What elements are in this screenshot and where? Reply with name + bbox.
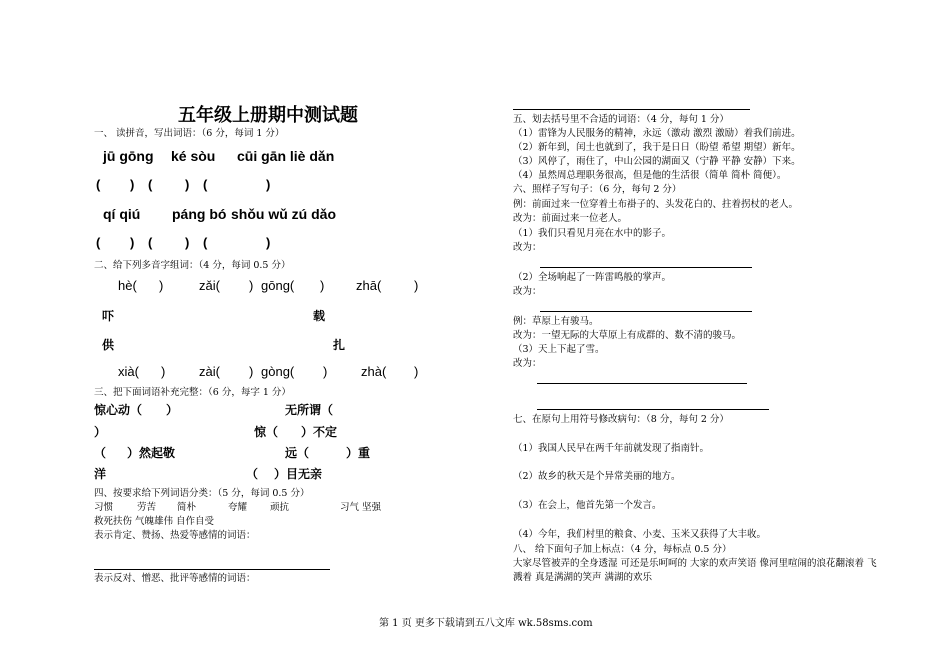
word-item: 劳苦 [137,502,157,513]
polyphone-char: 吓 [102,309,115,323]
answer-line [94,569,330,570]
section-7-heading: 七、在原句上用符号修改病句：（8 分，每句 2 分） [513,414,729,425]
section-6-heading: 六、照样子写句子：（6 分，每句 2 分） [513,184,682,195]
sentence-item: （3）风停了，雨住了，中山公园的湖面又（宁静 平静 安静）下来。 [513,156,801,167]
answer-paren-1-close: ) [130,177,135,192]
faulty-sentence: （1）我国人民早在两千年前就发现了指南针。 [513,443,710,454]
word-item: 习惯 [94,502,114,513]
word-item: 简朴 [177,502,197,513]
section-1-heading: 一、 读拼音，写出词语：（6 分，每词 1 分） [94,128,285,139]
sentence-item: （4）虽然周总理职务很高，但是他的生活很（简单 简朴 简便）。 [513,170,787,181]
page-title: 五年级上册期中测试题 [178,105,358,126]
word-item: 夸耀 [228,502,248,513]
pinyin-1: jū gōng [103,148,154,164]
idiom-fill: （ [94,446,107,460]
polyphone-pinyin: zài( [199,364,220,379]
polyphone-pinyin: xià( [118,364,139,379]
polyphone-paren: ) [249,278,254,293]
pinyin-2: ké sòu [171,148,216,164]
punctuation-text: 大家尽管被弄的全身透湿 可还是乐呵呵的 大家的欢声笑语 像河里喧闹的浪花翻滚着 飞 [513,558,877,569]
idiom-fill: ）然起敬 [127,446,176,460]
page-footer: 第 1 页 更多下载请到五八文库 wk.58sms.com [379,618,593,629]
word-item: 顽抗 [270,502,290,513]
question-sentence: （1）我们只看见月亮在水中的影子。 [513,228,672,239]
answer-paren-1-open: ( [96,177,101,192]
pinyin-4: qí qiú [103,206,141,222]
polyphone-char: 供 [102,338,115,352]
answer-paren-5-close: ) [185,235,190,250]
sentence-item: （2）新年到，闰土也就到了，我于是日日（盼望 希望 期望）新年。 [513,142,801,153]
idiom-fill: 惊心动（ [94,403,143,417]
polyphone-paren: ) [161,364,166,379]
pinyin-6: shǒu wǔ zú dǎo [231,206,336,222]
answer-line [513,109,750,110]
answer-line [537,409,769,410]
section-8-heading: 八、 给下面句子加上标点：（4 分，每标点 0.5 分） [513,544,732,555]
polyphone-pinyin: zhā( [356,278,382,293]
idiom-fill: ） [166,403,179,417]
answer-paren-4-open: ( [96,235,101,250]
idiom-fill: ） [94,425,107,439]
faulty-sentence: （2）故乡的秋天是个异常美丽的地方。 [513,471,681,482]
answer-paren-2-open: ( [148,177,153,192]
example-sentence: 例：前面过来一位穿着土布褂子的、头发花白的、拄着拐杖的老人。 [513,199,799,210]
polyphone-pinyin: gōng( [261,278,295,293]
idiom-fill: ）目无亲 [274,467,323,481]
question-sentence: （3）天上下起了雪。 [513,344,605,355]
idiom-fill: 洋 [94,467,107,481]
example-rewrite: 改为：前面过来一位老人。 [513,213,628,224]
section-2-heading: 二、给下列多音字组词：（4 分，每词 0.5 分） [94,260,291,271]
polyphone-paren: ) [323,364,328,379]
section-5-heading: 五、划去括号里不合适的词语：（4 分，每句 1 分） [513,114,729,125]
answer-paren-3-close: ) [266,177,271,192]
answer-line [537,383,747,384]
idiom-fill: 远（ [285,446,310,460]
answer-paren-6-close: ) [266,235,271,250]
answer-paren-2-close: ) [185,177,190,192]
sentence-item: （1）雷锋为人民服务的精神，永远（激动 激烈 激励）着我们前进。 [513,128,801,139]
example-sentence: 例：草原上有骏马。 [513,316,599,327]
polyphone-paren: ) [414,364,419,379]
idiom-fill: （ [246,467,259,481]
answer-line [540,267,752,268]
question-sentence: （2）全场响起了一阵雷鸣般的掌声。 [513,272,672,283]
rewrite-label: 改为： [513,242,542,253]
idiom-fill: ）重 [346,446,371,460]
answer-paren-3-open: ( [203,177,208,192]
punctuation-text: 溅着 真是满湖的笑声 满湖的欢乐 [513,572,653,583]
pinyin-5: páng bó [172,206,227,222]
polyphone-pinyin: gòng( [261,364,295,379]
answer-line [540,311,752,312]
faulty-sentence: （3）在会上，他首先第一个发言。 [513,500,662,511]
answer-paren-4-close: ) [130,235,135,250]
word-list: 救死扶伤 气魄雄伟 自作自受 [94,516,215,527]
polyphone-paren: ) [159,278,164,293]
polyphone-char: 载 [313,309,326,323]
idiom-fill: 无所谓（ [285,403,334,417]
category-prompt: 表示反对、憎恶、批评等感情的词语： [94,573,256,584]
polyphone-pinyin: zhà( [361,364,387,379]
polyphone-pinyin: hè( [118,278,137,293]
polyphone-char: 扎 [333,338,346,352]
category-prompt: 表示肯定、赞扬、热爱等感情的词语： [94,530,256,541]
rewrite-label: 改为： [513,358,542,369]
section-4-heading: 四、按要求给下列词语分类：（5 分，每词 0.5 分） [94,488,310,499]
polyphone-pinyin: zǎi( [199,278,220,293]
pinyin-3: cūi gān liè dǎn [237,148,335,164]
idiom-fill: 惊（ [254,425,279,439]
polyphone-paren: ) [320,278,325,293]
idiom-fill: ）不定 [301,425,338,439]
polyphone-paren: ) [414,278,419,293]
rewrite-label: 改为： [513,286,542,297]
polyphone-paren: ) [249,364,254,379]
section-3-heading: 三、把下面词语补充完整：（6 分，每字 1 分） [94,387,291,398]
answer-paren-5-open: ( [148,235,153,250]
faulty-sentence: （4）今年，我们村里的粮食、小麦、玉米又获得了大丰收。 [513,529,767,540]
example-rewrite: 改为：一望无际的大草原上有成群的、数不清的骏马。 [513,330,742,341]
word-item: 习气 坚强 [340,502,382,513]
answer-paren-6-open: ( [203,235,208,250]
